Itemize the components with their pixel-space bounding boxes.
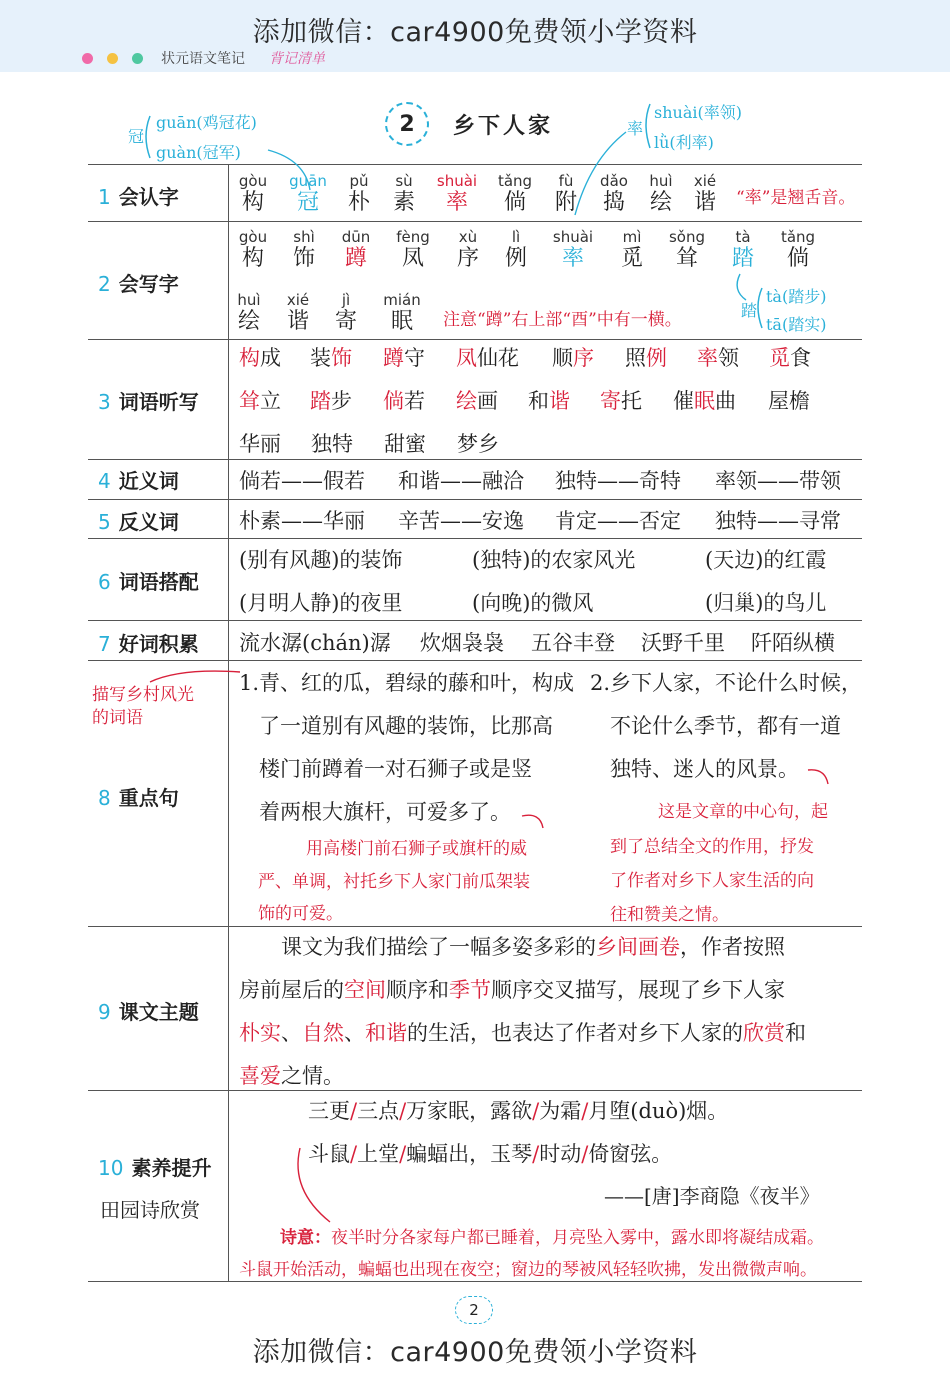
pinyin: fù xyxy=(558,172,574,190)
polyphone-guan-r2: guàn(冠军) xyxy=(156,143,241,162)
pinyin: mián xyxy=(383,291,421,309)
pinyin: guān xyxy=(289,172,327,190)
dictation-char: 耸 xyxy=(239,389,260,413)
key-sentence-1-line: 楼门前蹲着一对石狮子或是竖 xyxy=(259,757,532,781)
theme-segment: 、 xyxy=(281,1021,302,1045)
poem-slash: / xyxy=(532,1099,540,1123)
good-word: 流水潺(chán)潺 xyxy=(239,631,391,655)
hanzi: 构 xyxy=(241,190,264,215)
hanzi: 蹲 xyxy=(344,246,367,271)
collocation: (月明人静)的夜里 xyxy=(239,591,403,615)
theme-segment: 、 xyxy=(344,1021,365,1045)
poem-slash: / xyxy=(581,1142,589,1166)
brace-ta-icon xyxy=(758,288,762,328)
lesson-number: 2 xyxy=(385,102,429,146)
key-sentence-1-line: 着两根大旗杆，可爱多了。 xyxy=(259,800,511,824)
pinyin: huì xyxy=(237,291,261,309)
dictation-char: 食 xyxy=(790,346,811,370)
polyphone-ta-char: 踏 xyxy=(741,301,758,320)
section-label-8: 8 重点句 xyxy=(98,786,179,810)
arrow-note2-icon xyxy=(808,770,828,784)
dictation-char: 构 xyxy=(239,346,260,370)
key-sentence-2-note: 了作者对乡下人家生活的向 xyxy=(610,871,814,891)
poem-phrase: 斗鼠 xyxy=(308,1142,350,1166)
dictation-char: 托 xyxy=(621,389,642,413)
page-number: 2 xyxy=(455,1296,493,1324)
key-sentence-2-note: 往和赞美之情。 xyxy=(610,905,729,925)
key-sentence-1-line: 了一道别有风趣的装饰，比那高 xyxy=(259,714,553,738)
collocation: (归巢)的鸟儿 xyxy=(705,591,827,615)
dictation-char: 顺 xyxy=(552,346,573,370)
theme-segment: 之情。 xyxy=(281,1064,344,1088)
dictation-char: 率 xyxy=(697,346,718,370)
polyphone-ta-r2: tā(踏实) xyxy=(766,315,827,334)
dictation-char: 谐 xyxy=(549,389,570,413)
dictation-char: 屋檐 xyxy=(768,389,810,413)
pinyin: shì xyxy=(293,228,315,246)
hanzi: 率 xyxy=(561,246,584,271)
theme-segment: 季节 xyxy=(449,978,491,1002)
dictation-char: 成 xyxy=(260,346,281,370)
hanzi: 绘 xyxy=(237,309,260,334)
dictation-char: 照 xyxy=(625,346,646,370)
dictation-char: 蹲 xyxy=(383,346,404,370)
dictation-char: 序 xyxy=(573,346,594,370)
pinyin: shuài xyxy=(436,172,478,190)
polyphone-shuai-r1: shuài(率领) xyxy=(654,103,742,122)
antonym-pair: 朴素——华丽 xyxy=(239,509,365,533)
poem-phrase: 上堂 xyxy=(357,1142,400,1166)
hanzi: 谐 xyxy=(693,190,716,215)
poem-phrase: 时动 xyxy=(539,1142,582,1166)
pinyin: huì xyxy=(649,172,673,190)
section-label-9: 9 课文主题 xyxy=(98,1000,199,1024)
hanzi: 觅 xyxy=(620,246,643,271)
hanzi: 倘 xyxy=(786,246,809,271)
key-sentence-2-note: 这是文章的中心句，起 xyxy=(658,802,828,822)
pinyin: xié xyxy=(286,291,310,309)
dictation-char: 倘 xyxy=(383,389,404,413)
hanzi: 谐 xyxy=(286,309,309,334)
pinyin: sù xyxy=(395,172,413,190)
pinyin: dǎo xyxy=(600,172,628,190)
theme-segment: 和谐 xyxy=(365,1021,407,1045)
hanzi: 构 xyxy=(241,246,264,271)
dictation-char: 守 xyxy=(404,346,425,370)
key-sentence-1-note: 严、单调，衬托乡下人家门前瓜架装 xyxy=(258,872,530,892)
dictation-char: 催 xyxy=(673,389,694,413)
polyphone-guan-r1: guān(鸡冠花) xyxy=(156,113,257,132)
side-note-line: 的词语 xyxy=(92,708,143,728)
pinyin: shuài xyxy=(552,228,594,246)
theme-segment: ，作者按照 xyxy=(680,935,785,959)
brace-guan-icon xyxy=(146,116,150,158)
synonym-pair: 倘若——假若 xyxy=(239,469,365,493)
poem-phrase: 万家眠，露欲 xyxy=(406,1099,533,1123)
hanzi: 眠 xyxy=(390,309,413,334)
collocation: (独特)的农家风光 xyxy=(472,548,636,572)
theme-segment: 房前屋后的 xyxy=(239,978,344,1002)
dictation-char: 甜蜜 xyxy=(384,432,426,456)
dictation-char: 和 xyxy=(528,389,549,413)
theme-segment: 课文为我们描绘了一幅多姿多彩的 xyxy=(239,935,596,959)
dictation-char: 凤 xyxy=(456,346,477,370)
pinyin: pǔ xyxy=(349,172,369,190)
pinyin: xié xyxy=(693,172,717,190)
watermark-bottom: 添加微信：car4900免费领小学资料 xyxy=(252,1337,698,1368)
hanzi: 序 xyxy=(456,246,479,271)
watermark-top: 添加微信：car4900免费领小学资料 xyxy=(252,17,698,48)
hanzi: 凤 xyxy=(401,246,424,271)
arrow-poem-icon xyxy=(298,1148,330,1222)
good-word: 阡陌纵横 xyxy=(751,631,835,655)
lesson-title: 乡下人家 xyxy=(453,113,554,139)
theme-segment: 喜爱 xyxy=(239,1064,281,1088)
write-note: 注意“蹲”右上部“酉”中有一横。 xyxy=(443,310,682,330)
dictation-char: 若 xyxy=(404,389,425,413)
poem-phrase: 倚窗弦。 xyxy=(588,1142,673,1166)
hanzi: 倘 xyxy=(503,190,526,215)
pinyin: tǎng xyxy=(780,228,816,246)
synonym-pair: 率领——带领 xyxy=(715,469,841,493)
poem-slash: / xyxy=(399,1099,407,1123)
arrow-side-note-icon xyxy=(150,671,240,682)
antonym-pair: 独特——寻常 xyxy=(715,509,841,533)
poem-slash: / xyxy=(350,1099,358,1123)
brace-shuai-icon xyxy=(646,104,650,148)
pinyin: gòu xyxy=(238,228,268,246)
brand-slogan: 背记清单 xyxy=(269,51,325,67)
good-word: 沃野千里 xyxy=(641,631,725,655)
dictation-char: 例 xyxy=(646,346,667,370)
section-10-subtitle: 田园诗欣赏 xyxy=(100,1198,200,1222)
poem-slash: / xyxy=(350,1142,358,1166)
pinyin: dūn xyxy=(341,228,371,246)
pinyin: gòu xyxy=(238,172,268,190)
poem-phrase: 蝙蝠出，玉琴 xyxy=(406,1142,533,1166)
section-label-6: 6 词语搭配 xyxy=(98,570,199,594)
dictation-char: 曲 xyxy=(715,389,736,413)
section-label-4: 4 近义词 xyxy=(98,469,179,493)
key-sentence-2-line: 2.乡下人家，不论什么时候， xyxy=(590,671,863,695)
hanzi: 踏 xyxy=(731,246,754,271)
arrow-shuai-icon xyxy=(575,132,626,215)
brand-name: 状元语文笔记 xyxy=(161,51,245,67)
antonym-pair: 辛苦——安逸 xyxy=(398,509,524,533)
theme-segment: 朴实 xyxy=(239,1021,281,1045)
key-sentence-2-note: 到了总结全文的作用，抒发 xyxy=(610,837,814,857)
dictation-char: 踏 xyxy=(310,389,331,413)
collocation: (向晚)的微风 xyxy=(472,591,594,615)
arrow-ta-icon xyxy=(737,274,746,300)
poem-meaning-label: 诗意： xyxy=(280,1228,331,1248)
poem-slash: / xyxy=(399,1142,407,1166)
poem-phrase: 月堕(duò)烟。 xyxy=(588,1099,729,1123)
section-label-10: 10 素养提升 xyxy=(98,1156,212,1180)
poem-meaning-line2: 斗鼠开始活动，蝙蝠也出现在夜空；窗边的琴被风轻轻吹拂，发出微微声响。 xyxy=(239,1260,817,1280)
key-sentence-2-line: 不论什么季节，都有一道 xyxy=(610,714,841,738)
dictation-char: 立 xyxy=(260,389,281,413)
key-sentence-1-note: 饰的可爱。 xyxy=(258,904,343,924)
poem-slash: / xyxy=(532,1142,540,1166)
dictation-char: 装 xyxy=(310,346,331,370)
poem-author: ——[唐]李商隐《夜半》 xyxy=(604,1184,820,1208)
pinyin: lì xyxy=(511,228,521,246)
arrow-note1-icon xyxy=(522,815,543,828)
hanzi: 附 xyxy=(554,190,577,215)
poem-phrase: 三更 xyxy=(308,1099,350,1123)
hanzi: 朴 xyxy=(347,190,370,215)
synonym-pair: 和谐——融洽 xyxy=(398,469,524,493)
section-label-2: 2 会写字 xyxy=(98,272,179,296)
dictation-char: 领 xyxy=(718,346,739,370)
hanzi: 素 xyxy=(392,190,415,215)
hanzi: 寄 xyxy=(334,309,357,334)
synonym-pair: 独特——奇特 xyxy=(555,469,681,493)
pinyin: sǒng xyxy=(668,228,706,246)
pinyin: jì xyxy=(341,291,351,309)
hanzi: 例 xyxy=(504,246,527,271)
key-sentence-1-note: 用高楼门前石狮子或旗杆的威 xyxy=(306,839,527,859)
dictation-char: 步 xyxy=(331,389,352,413)
arrow-guan-icon xyxy=(268,150,310,190)
section-label-1: 1 会认字 xyxy=(98,185,179,209)
theme-segment: 和 xyxy=(785,1021,806,1045)
poem-meaning-text: 夜半时分各家每户都已睡着，月亮坠入雾中，露水即将凝结成霜。 xyxy=(331,1228,824,1248)
good-word: 炊烟袅袅 xyxy=(420,631,504,655)
section-label-3: 3 词语听写 xyxy=(98,390,199,414)
dictation-char: 梦乡 xyxy=(457,432,499,456)
antonym-pair: 肯定——否定 xyxy=(555,509,681,533)
theme-segment: 乡间画卷 xyxy=(596,935,680,959)
dictation-char: 觅 xyxy=(769,346,790,370)
theme-segment: 自然 xyxy=(302,1021,344,1045)
pinyin: xù xyxy=(458,228,478,246)
polyphone-ta-r1: tà(踏步) xyxy=(766,287,827,306)
poem-phrase: 三点 xyxy=(357,1099,400,1123)
dictation-char: 独特 xyxy=(311,432,353,456)
dictation-char: 饰 xyxy=(331,346,352,370)
hanzi: 饰 xyxy=(292,246,315,271)
theme-segment: 顺序交叉描写，展现了乡下人家 xyxy=(491,978,785,1002)
key-sentence-1-line: 1.青、红的瓜，碧绿的藤和叶，构成 xyxy=(239,671,575,695)
dictation-char: 画 xyxy=(477,389,498,413)
polyphone-shuai-char: 率 xyxy=(627,119,644,138)
dictation-char: 仙花 xyxy=(477,346,519,370)
side-note-line: 描写乡村风光 xyxy=(92,685,194,705)
section-label-7: 7 好词积累 xyxy=(98,632,199,656)
good-word: 五谷丰登 xyxy=(531,631,615,655)
key-sentence-2-line: 独特、迷人的风景。 xyxy=(610,757,799,781)
theme-segment: 欣赏 xyxy=(743,1021,785,1045)
pinyin: tǎng xyxy=(497,172,533,190)
hanzi: 捣 xyxy=(602,190,625,215)
collocation: (别有风趣)的装饰 xyxy=(239,548,403,572)
pinyin: tà xyxy=(735,228,751,246)
poem-phrase: 为霜 xyxy=(539,1099,582,1123)
theme-segment: 顺序和 xyxy=(386,978,449,1002)
theme-segment: 的生活，也表达了作者对乡下人家的 xyxy=(407,1021,743,1045)
pinyin: mì xyxy=(622,228,642,246)
dictation-char: 绘 xyxy=(456,389,477,413)
section-label-5: 5 反义词 xyxy=(98,510,179,534)
dictation-char: 华丽 xyxy=(239,432,281,456)
theme-segment: 空间 xyxy=(344,978,386,1002)
hanzi: 率 xyxy=(445,190,468,215)
collocation: (天边)的红霞 xyxy=(705,548,827,572)
dictation-char: 寄 xyxy=(600,389,621,413)
hanzi: 绘 xyxy=(649,190,672,215)
pinyin: fèng xyxy=(396,228,430,246)
poem-slash: / xyxy=(581,1099,589,1123)
polyphone-shuai-r2: lǜ(利率) xyxy=(654,133,714,152)
hanzi: 冠 xyxy=(296,190,319,215)
dictation-char: 眠 xyxy=(694,389,715,413)
hanzi: 耸 xyxy=(675,246,698,271)
polyphone-guan-char: 冠 xyxy=(128,127,145,146)
recognize-note: “率”是翘舌音。 xyxy=(736,188,856,208)
